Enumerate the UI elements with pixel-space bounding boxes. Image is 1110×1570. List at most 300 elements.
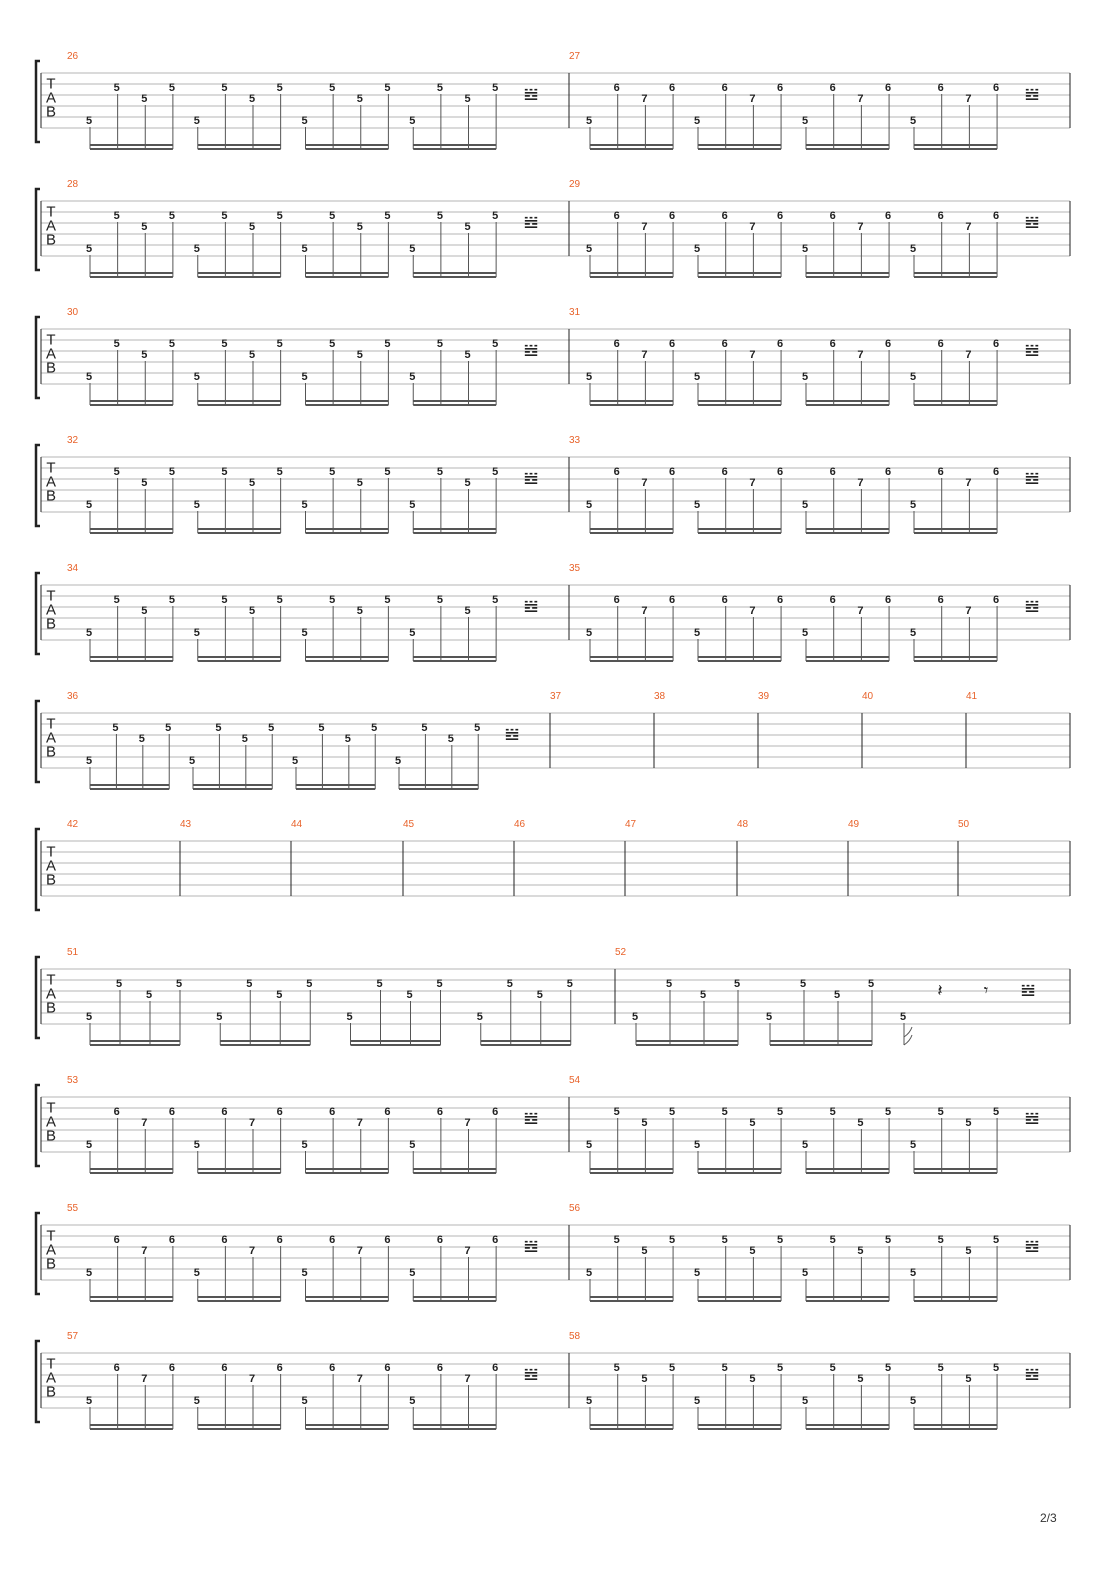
fret-number: 6 xyxy=(829,210,836,222)
fret-number: 5 xyxy=(506,978,513,990)
measure-number: 43 xyxy=(180,819,192,830)
fret-number: 5 xyxy=(168,82,175,94)
staff-system xyxy=(36,819,1070,910)
tab-clef-letter: T xyxy=(46,971,56,989)
fret-number: 5 xyxy=(801,115,809,127)
fret-number: 7 xyxy=(965,477,972,489)
sixteenth-rest-icon: 𝌿 xyxy=(523,1365,539,1385)
fret-number: 5 xyxy=(733,978,741,990)
fret-number: 5 xyxy=(301,115,308,127)
fret-number: 5 xyxy=(276,210,283,222)
measure xyxy=(958,819,970,830)
fret-number: 5 xyxy=(965,1373,972,1385)
fret-number: 5 xyxy=(464,605,471,617)
fret-number: 7 xyxy=(356,1245,363,1257)
measure xyxy=(67,691,520,789)
system-bracket-icon xyxy=(36,1213,40,1294)
fret-number: 5 xyxy=(85,499,93,511)
measure-number: 31 xyxy=(569,307,581,318)
fret-number: 6 xyxy=(721,338,728,350)
system-bracket-icon xyxy=(36,445,40,526)
fret-number: 7 xyxy=(248,1245,256,1257)
measure xyxy=(625,819,637,830)
fret-number: 6 xyxy=(829,338,836,350)
fret-number: 5 xyxy=(356,221,363,233)
fret-number: 5 xyxy=(85,1395,93,1407)
fret-number: 6 xyxy=(492,1234,499,1246)
measure-number: 32 xyxy=(67,435,79,446)
page-number: 2/3 xyxy=(1040,1511,1057,1525)
fret-number: 5 xyxy=(276,338,283,350)
fret-number: 5 xyxy=(221,466,228,478)
tab-clef-letter: T xyxy=(46,715,56,733)
fret-number: 5 xyxy=(291,755,299,767)
measure-number: 56 xyxy=(569,1203,581,1214)
fret-number: 5 xyxy=(175,978,183,990)
fret-number: 5 xyxy=(699,989,707,1001)
fret-number: 6 xyxy=(276,1234,283,1246)
fret-number: 5 xyxy=(112,722,119,734)
fret-number: 5 xyxy=(329,82,336,94)
measure-number: 42 xyxy=(67,819,79,830)
fret-number: 7 xyxy=(857,605,864,617)
fret-number: 7 xyxy=(641,605,648,617)
fret-number: 5 xyxy=(909,627,917,639)
fret-number: 6 xyxy=(669,466,676,478)
fret-number: 5 xyxy=(248,477,256,489)
fret-number: 5 xyxy=(221,338,228,350)
tab-clef-letter: A xyxy=(45,1369,57,1387)
fret-number: 7 xyxy=(641,349,648,361)
staff-system xyxy=(36,1331,1070,1429)
fret-number: 5 xyxy=(138,733,145,745)
fret-number: 5 xyxy=(909,115,917,127)
fret-number: 6 xyxy=(168,1106,175,1118)
measure-number: 28 xyxy=(67,179,79,190)
fret-number: 5 xyxy=(829,1362,836,1374)
fret-number: 6 xyxy=(168,1362,175,1374)
measure xyxy=(569,51,1040,149)
measure xyxy=(67,1331,539,1429)
fret-number: 5 xyxy=(993,1362,1000,1374)
measure xyxy=(569,179,1040,277)
sixteenth-rest-icon: 𝌿 xyxy=(1024,597,1040,617)
fret-number: 5 xyxy=(371,722,378,734)
fret-number: 5 xyxy=(749,1117,756,1129)
fret-number: 6 xyxy=(993,466,1000,478)
fret-number: 6 xyxy=(436,1362,443,1374)
measure xyxy=(514,819,526,830)
fret-number: 5 xyxy=(566,978,573,990)
measure xyxy=(654,691,666,702)
fret-number: 5 xyxy=(248,349,256,361)
fret-number: 5 xyxy=(409,115,416,127)
fret-number: 5 xyxy=(384,594,391,606)
fret-number: 5 xyxy=(329,338,336,350)
fret-number: 5 xyxy=(356,93,363,105)
fret-number: 7 xyxy=(464,1373,471,1385)
fret-number: 5 xyxy=(492,338,499,350)
fret-number: 5 xyxy=(248,605,256,617)
fret-number: 7 xyxy=(641,221,648,233)
fret-number: 5 xyxy=(193,1139,200,1151)
tab-clef-letter: T xyxy=(46,587,56,605)
fret-number: 6 xyxy=(721,594,728,606)
fret-number: 5 xyxy=(193,1267,200,1279)
fret-number: 5 xyxy=(613,1362,620,1374)
tab-clef-letter: B xyxy=(45,743,57,761)
fret-number: 6 xyxy=(221,1234,228,1246)
fret-number: 5 xyxy=(85,1267,93,1279)
tab-clef-letter: B xyxy=(45,999,57,1017)
measure-number: 58 xyxy=(569,1331,581,1342)
fret-number: 5 xyxy=(801,1395,809,1407)
fret-number: 7 xyxy=(641,477,648,489)
fret-number: 6 xyxy=(221,1362,228,1374)
fret-number: 5 xyxy=(447,733,454,745)
fret-number: 5 xyxy=(829,1106,836,1118)
fret-number: 5 xyxy=(665,978,673,990)
staff-system xyxy=(36,51,1070,149)
fret-number: 5 xyxy=(193,115,200,127)
fret-number: 5 xyxy=(801,1267,809,1279)
fret-number: 5 xyxy=(965,1117,972,1129)
fret-number: 6 xyxy=(885,210,892,222)
fret-number: 5 xyxy=(85,755,93,767)
tab-clef-letter: T xyxy=(46,331,56,349)
measure-number: 52 xyxy=(615,947,627,958)
fret-number: 5 xyxy=(801,243,809,255)
measure xyxy=(569,1203,1040,1301)
fret-number: 5 xyxy=(113,594,120,606)
fret-number: 6 xyxy=(721,466,728,478)
fret-number: 5 xyxy=(193,627,200,639)
measure-number: 36 xyxy=(67,691,79,702)
tab-clef-letter: B xyxy=(45,231,57,249)
fret-number: 5 xyxy=(777,1362,784,1374)
measure xyxy=(67,819,79,830)
fret-number: 7 xyxy=(965,349,972,361)
sixteenth-rest-icon: 𝌿 xyxy=(523,597,539,617)
fret-number: 5 xyxy=(188,755,196,767)
sixteenth-rest-icon: 𝌿 xyxy=(1024,1237,1040,1257)
fret-number: 5 xyxy=(641,1245,648,1257)
fret-number: 5 xyxy=(356,477,363,489)
system-bracket-icon xyxy=(36,317,40,398)
fret-number: 5 xyxy=(193,243,200,255)
staff-system xyxy=(36,1075,1070,1173)
fret-number: 5 xyxy=(221,82,228,94)
sixteenth-rest-icon: 𝌿 xyxy=(1024,1365,1040,1385)
fret-number: 6 xyxy=(669,594,676,606)
fret-number: 5 xyxy=(436,466,443,478)
tab-clef-letter: B xyxy=(45,359,57,377)
measure-number: 26 xyxy=(67,51,79,62)
fret-number: 6 xyxy=(885,466,892,478)
fret-number: 7 xyxy=(857,349,864,361)
fret-number: 5 xyxy=(585,371,593,383)
fret-number: 5 xyxy=(215,722,222,734)
fret-number: 5 xyxy=(248,93,256,105)
measure xyxy=(67,947,573,1045)
fret-number: 5 xyxy=(436,338,443,350)
fret-number: 6 xyxy=(384,1106,391,1118)
fret-number: 5 xyxy=(301,1267,308,1279)
staff-system xyxy=(36,691,1070,789)
measure xyxy=(569,1331,1040,1429)
fret-number: 6 xyxy=(669,82,676,94)
sixteenth-rest-icon: 𝌿 xyxy=(523,469,539,489)
fret-number: 5 xyxy=(585,1267,593,1279)
fret-number: 5 xyxy=(476,1011,483,1023)
fret-number: 5 xyxy=(799,978,807,990)
fret-number: 5 xyxy=(376,978,383,990)
system-bracket-icon xyxy=(36,189,40,270)
measure-number: 55 xyxy=(67,1203,79,1214)
fret-number: 6 xyxy=(721,210,728,222)
measure-number: 51 xyxy=(67,947,79,958)
fret-number: 5 xyxy=(301,243,308,255)
fret-number: 5 xyxy=(246,978,253,990)
fret-number: 7 xyxy=(965,221,972,233)
measure-number: 46 xyxy=(514,819,526,830)
system-bracket-icon xyxy=(36,1085,40,1166)
tab-clef-letter: A xyxy=(45,1113,57,1131)
fret-number: 5 xyxy=(909,499,917,511)
fret-number: 5 xyxy=(384,82,391,94)
tab-clef-letter: T xyxy=(46,1227,56,1245)
fret-number: 7 xyxy=(749,605,756,617)
fret-number: 5 xyxy=(384,466,391,478)
measure xyxy=(67,435,539,533)
fret-number: 5 xyxy=(641,1117,648,1129)
measure-number: 49 xyxy=(848,819,860,830)
fret-number: 5 xyxy=(276,989,283,1001)
fret-number: 5 xyxy=(409,627,416,639)
fret-number: 5 xyxy=(993,1234,1000,1246)
measure xyxy=(67,1203,539,1301)
fret-number: 5 xyxy=(301,371,308,383)
fret-number: 5 xyxy=(937,1234,944,1246)
fret-number: 5 xyxy=(329,210,336,222)
measure-number: 39 xyxy=(758,691,770,702)
fret-number: 6 xyxy=(937,210,944,222)
tab-clef-letter: A xyxy=(45,473,57,491)
fret-number: 5 xyxy=(436,978,443,990)
fret-number: 6 xyxy=(113,1234,120,1246)
fret-number: 5 xyxy=(965,1245,972,1257)
measure xyxy=(758,691,770,702)
fret-number: 6 xyxy=(777,466,784,478)
eighth-rest-icon: 𝄾 xyxy=(983,981,989,1001)
sixteenth-rest-icon: 𝌿 xyxy=(1020,981,1036,1001)
fret-number: 6 xyxy=(492,1362,499,1374)
fret-number: 5 xyxy=(306,978,313,990)
fret-number: 5 xyxy=(409,1139,416,1151)
fret-number: 6 xyxy=(993,210,1000,222)
fret-number: 5 xyxy=(241,733,248,745)
sixteenth-rest-icon: 𝌿 xyxy=(1024,213,1040,233)
measure-number: 40 xyxy=(862,691,874,702)
fret-number: 6 xyxy=(777,594,784,606)
fret-number: 7 xyxy=(141,1117,148,1129)
fret-number: 6 xyxy=(384,1234,391,1246)
fret-number: 5 xyxy=(168,210,175,222)
fret-number: 5 xyxy=(492,466,499,478)
fret-number: 5 xyxy=(693,243,701,255)
tab-clef-letter: A xyxy=(45,217,57,235)
fret-number: 5 xyxy=(909,1139,917,1151)
fret-number: 5 xyxy=(436,594,443,606)
measure xyxy=(550,691,562,702)
measure xyxy=(569,563,1040,661)
fret-number: 7 xyxy=(248,1373,256,1385)
fret-number: 5 xyxy=(867,978,875,990)
measure-number: 29 xyxy=(569,179,581,190)
fret-number: 5 xyxy=(536,989,543,1001)
fret-number: 5 xyxy=(276,466,283,478)
fret-number: 5 xyxy=(492,594,499,606)
fret-number: 7 xyxy=(965,605,972,617)
fret-number: 6 xyxy=(777,338,784,350)
fret-number: 5 xyxy=(474,722,481,734)
fret-number: 6 xyxy=(613,82,620,94)
fret-number: 5 xyxy=(833,989,841,1001)
tab-clef-letter: B xyxy=(45,1127,57,1145)
tab-clef-letter: A xyxy=(45,857,57,875)
fret-number: 5 xyxy=(721,1234,728,1246)
system-bracket-icon xyxy=(36,701,40,782)
fret-number: 6 xyxy=(329,1106,336,1118)
fret-number: 6 xyxy=(829,82,836,94)
measure-number: 35 xyxy=(569,563,581,574)
fret-number: 7 xyxy=(464,1117,471,1129)
fret-number: 7 xyxy=(141,1373,148,1385)
measure xyxy=(67,51,539,149)
fret-number: 7 xyxy=(248,1117,256,1129)
fret-number: 5 xyxy=(631,1011,639,1023)
fret-number: 5 xyxy=(268,722,275,734)
staff-system xyxy=(36,563,1070,661)
fret-number: 5 xyxy=(221,594,228,606)
fret-number: 6 xyxy=(436,1106,443,1118)
sixteenth-rest-icon: 𝌿 xyxy=(504,725,520,745)
measure xyxy=(848,819,860,830)
staff-system xyxy=(36,307,1070,405)
fret-number: 5 xyxy=(909,243,917,255)
measure-number: 38 xyxy=(654,691,666,702)
fret-number: 6 xyxy=(777,210,784,222)
fret-number: 7 xyxy=(857,221,864,233)
fret-number: 5 xyxy=(693,627,701,639)
fret-number: 5 xyxy=(165,722,172,734)
fret-number: 6 xyxy=(669,210,676,222)
sixteenth-rest-icon: 𝌿 xyxy=(1024,1109,1040,1129)
measure-number: 57 xyxy=(67,1331,79,1342)
measure xyxy=(569,1075,1040,1173)
tab-clef-letter: A xyxy=(45,1241,57,1259)
fret-number: 5 xyxy=(693,1267,701,1279)
fret-number: 5 xyxy=(168,466,175,478)
fret-number: 5 xyxy=(409,1267,416,1279)
fret-number: 5 xyxy=(585,499,593,511)
fret-number: 6 xyxy=(885,82,892,94)
fret-number: 5 xyxy=(356,605,363,617)
fret-number: 5 xyxy=(641,1373,648,1385)
tab-clef-letter: A xyxy=(45,345,57,363)
fret-number: 5 xyxy=(113,466,120,478)
fret-number: 5 xyxy=(301,1139,308,1151)
sixteenth-rest-icon: 𝌿 xyxy=(1024,85,1040,105)
fret-number: 6 xyxy=(329,1362,336,1374)
fret-number: 5 xyxy=(669,1106,676,1118)
fret-number: 5 xyxy=(829,1234,836,1246)
fret-number: 7 xyxy=(356,1373,363,1385)
fret-number: 5 xyxy=(765,1011,773,1023)
fret-number: 6 xyxy=(613,466,620,478)
fret-number: 6 xyxy=(885,338,892,350)
fret-number: 6 xyxy=(721,82,728,94)
measure xyxy=(569,307,1040,405)
system-bracket-icon xyxy=(36,829,40,910)
fret-number: 5 xyxy=(113,210,120,222)
fret-number: 6 xyxy=(113,1362,120,1374)
sixteenth-rest-icon: 𝌿 xyxy=(523,1237,539,1257)
fret-number: 5 xyxy=(409,243,416,255)
fret-number: 5 xyxy=(221,210,228,222)
fret-number: 6 xyxy=(384,1362,391,1374)
fret-number: 5 xyxy=(492,210,499,222)
measure xyxy=(966,691,978,702)
fret-number: 6 xyxy=(937,338,944,350)
fret-number: 5 xyxy=(464,221,471,233)
tab-clef-letter: T xyxy=(46,203,56,221)
measure-number: 34 xyxy=(67,563,79,574)
fret-number: 5 xyxy=(421,722,428,734)
fret-number: 6 xyxy=(993,82,1000,94)
fret-number: 5 xyxy=(85,627,93,639)
fret-number: 5 xyxy=(857,1117,864,1129)
fret-number: 5 xyxy=(899,1011,907,1023)
fret-number: 7 xyxy=(965,93,972,105)
fret-number: 5 xyxy=(693,1395,701,1407)
fret-number: 5 xyxy=(857,1245,864,1257)
fret-number: 5 xyxy=(801,1139,809,1151)
fret-number: 5 xyxy=(85,1011,93,1023)
fret-number: 5 xyxy=(585,243,593,255)
fret-number: 5 xyxy=(937,1106,944,1118)
fret-number: 5 xyxy=(276,82,283,94)
fret-number: 6 xyxy=(276,1362,283,1374)
fret-number: 6 xyxy=(113,1106,120,1118)
fret-number: 5 xyxy=(885,1362,892,1374)
system-bracket-icon xyxy=(36,957,40,1038)
fret-number: 5 xyxy=(318,722,325,734)
fret-number: 5 xyxy=(141,605,148,617)
fret-number: 5 xyxy=(993,1106,1000,1118)
fret-number: 5 xyxy=(409,499,416,511)
sixteenth-rest-icon: 𝌿 xyxy=(523,85,539,105)
fret-number: 6 xyxy=(276,1106,283,1118)
fret-number: 5 xyxy=(436,82,443,94)
fret-number: 6 xyxy=(937,466,944,478)
fret-number: 5 xyxy=(384,210,391,222)
fret-number: 5 xyxy=(492,82,499,94)
fret-number: 5 xyxy=(329,466,336,478)
fret-number: 6 xyxy=(329,1234,336,1246)
fret-number: 6 xyxy=(613,594,620,606)
fret-number: 5 xyxy=(749,1245,756,1257)
